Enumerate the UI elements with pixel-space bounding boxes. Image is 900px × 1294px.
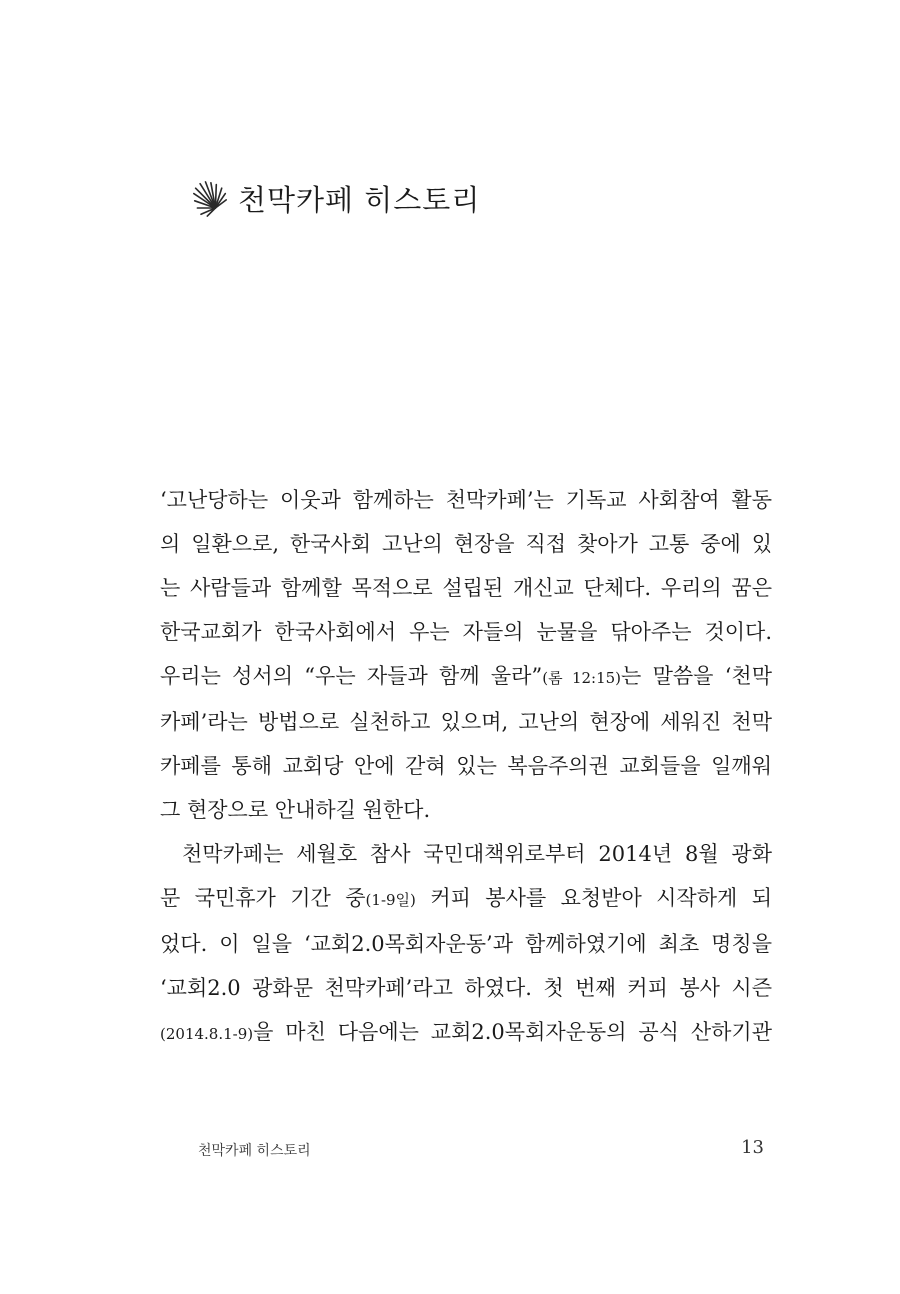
body-line-13 <box>160 1010 772 1056</box>
body-text <box>160 478 772 1056</box>
body-line-5-text-a: 우리는 성서의 “우는 자들과 함께 울라” <box>160 664 543 688</box>
body-line-1: ‘고난당하는 이웃과 함께하는 천막카페’는 기독교 사회참여 활동 <box>160 488 772 512</box>
chapter-heading <box>192 178 480 219</box>
body-line-10 <box>160 876 772 922</box>
scripture-reference: (롬 12:15) <box>542 669 622 687</box>
body-line-13-text-b: 을 마친 다음에는 교회2.0목회자운동의 공식 산하기관 <box>253 1020 772 1044</box>
running-footer-title: 천막카페 히스토리 <box>198 1143 311 1159</box>
fan-burst-ornament-icon <box>192 181 228 217</box>
page-number: 13 <box>741 1137 764 1158</box>
body-line-4: 한국교회가 한국사회에서 우는 자들의 눈물을 닦아주는 것이다. <box>160 620 772 644</box>
body-line-6: 카페’라는 방법으로 실천하고 있으며, 고난의 현장에 세워진 천막 <box>160 710 772 734</box>
body-line-8: 그 현장으로 안내하길 원한다. <box>160 798 431 822</box>
body-line-9: 천막카페는 세월호 참사 국민대책위로부터 2014년 8월 광화 <box>182 842 772 866</box>
body-line-11: 었다. 이 일을 ‘교회2.0목회자운동’과 함께하였기에 최초 명칭을 <box>160 932 772 956</box>
body-line-10-text-a: 문 국민휴가 기간 중 <box>160 886 366 910</box>
body-line-5-text-b: 는 말씀을 ‘천막 <box>621 664 772 688</box>
body-line-7: 카페를 통해 교회당 안에 갇혀 있는 복음주의권 교회들을 일깨워 <box>160 754 772 778</box>
body-line-3: 는 사람들과 함께할 목적으로 설립된 개신교 단체다. 우리의 꿈은 <box>160 576 772 600</box>
season-date-note: (2014.8.1-9) <box>160 1025 254 1043</box>
body-line-12: ‘교회2.0 광화문 천막카페’라고 하였다. 첫 번째 커피 봉사 시즌 <box>160 976 772 1000</box>
body-line-10-text-b: 커피 봉사를 요청받아 시작하게 되 <box>415 886 772 910</box>
chapter-title: 천막카페 히스토리 <box>238 183 481 217</box>
body-line-2: 의 일환으로, 한국사회 고난의 현장을 직접 찾아가 고통 중에 있 <box>160 532 772 556</box>
date-range-note: (1-9일) <box>365 891 416 909</box>
body-line-5 <box>160 654 772 700</box>
